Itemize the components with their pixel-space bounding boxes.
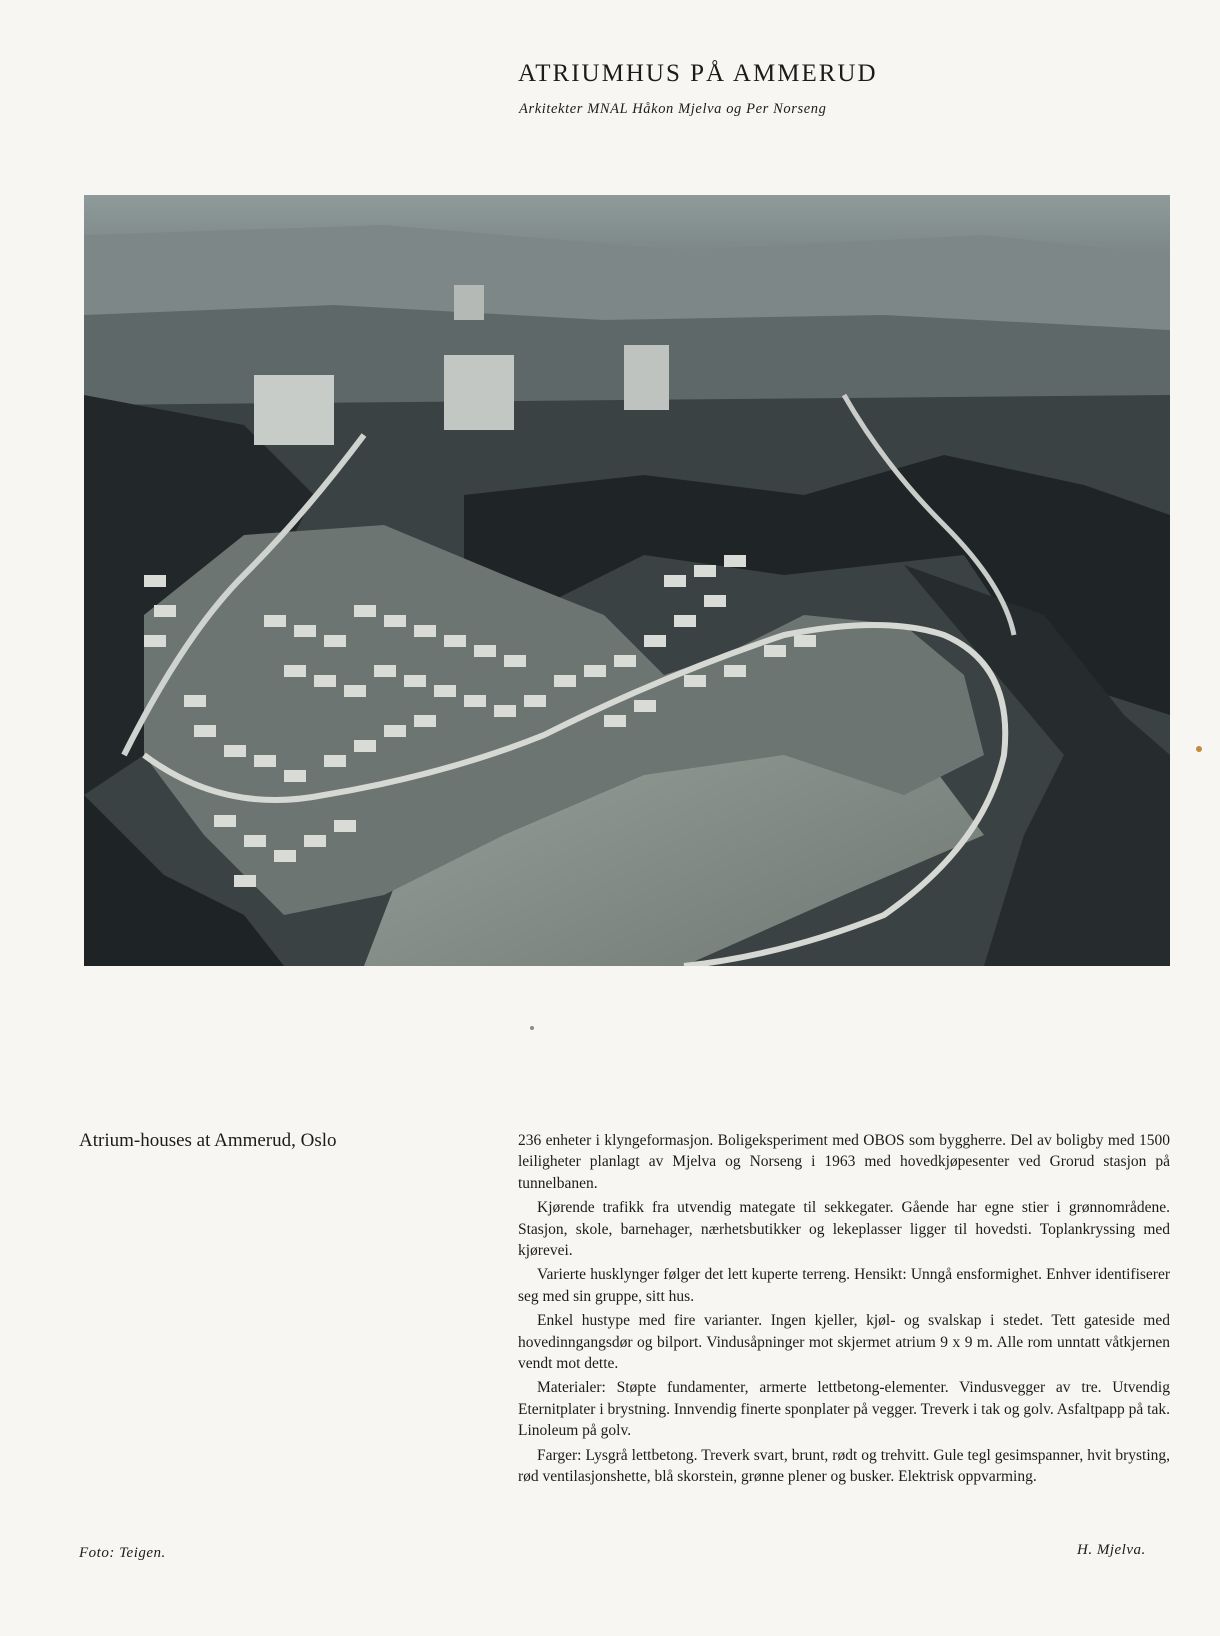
body-paragraph: Enkel hustype med fire varianter. Ingen kjeller, kjøl- og svalskap i stedet. Tett gateside med hovedinngangsdør og bilport. Vindusåpninger mot skjermet atrium 9 x 9 m. Alle rom unntatt våtkjernen vendt mot dette. [518,1312,1170,1373]
body-paragraph: Materialer: Støpte fundamenter, armerte lettbetong-elementer. Vindusvegger av tre. Utvendig Eternitplater i brystning. Innvendig finerte sponplater på vegger. Treverk i tak og golv. Asfaltpapp på tak. Linoleum på golv. [518,1379,1170,1440]
body-paragraph: Kjørende trafikk fra utvendig mategate til sekkegater. Gående har egne stier i grønnområdene. Stasjon, skole, barnehager, nærhetsbutikker og lekeplasser ligger til hovedsti. Toplankryssing med kjørevei. [518,1199,1170,1260]
article-body [518,1130,1170,1491]
architects-subtitle: Arkitekter MNAL Håkon Mjelva og Per Norseng [519,101,827,117]
page-title: ATRIUMHUS PÅ AMMERUD [518,60,878,87]
english-caption: Atrium-houses at Ammerud, Oslo [79,1130,337,1151]
body-paragraph: 236 enheter i klyngeformasjon. Boligeksperiment med OBOS som byggherre. Del av boligby med 1500 leiligheter planlagt av Mjelva og Norseng i 1963 med hovedkjøpesenter ved Grorud stasjon på tunnelbanen. [518,1132,1170,1192]
author-signature: H. Mjelva. [1077,1542,1146,1558]
aerial-photo [84,195,1170,966]
print-speck [530,1026,534,1030]
body-paragraph: Varierte husklynger følger det lett kuperte terreng. Hensikt: Unngå ensformighet. Enhver identifiserer seg med sin gruppe, sitt hus. [518,1266,1170,1305]
photo-credit: Foto: Teigen. [79,1545,166,1561]
print-speck [1196,746,1202,752]
aerial-photo-illustration [84,195,1170,966]
body-paragraph: Farger: Lysgrå lettbetong. Treverk svart, brunt, rødt og trehvitt. Gule tegl gesimspanner, hvit brysting, rød ventilasjonshette, blå skorstein, grønne plener og busker. Elektrisk oppvarming. [518,1446,1170,1486]
